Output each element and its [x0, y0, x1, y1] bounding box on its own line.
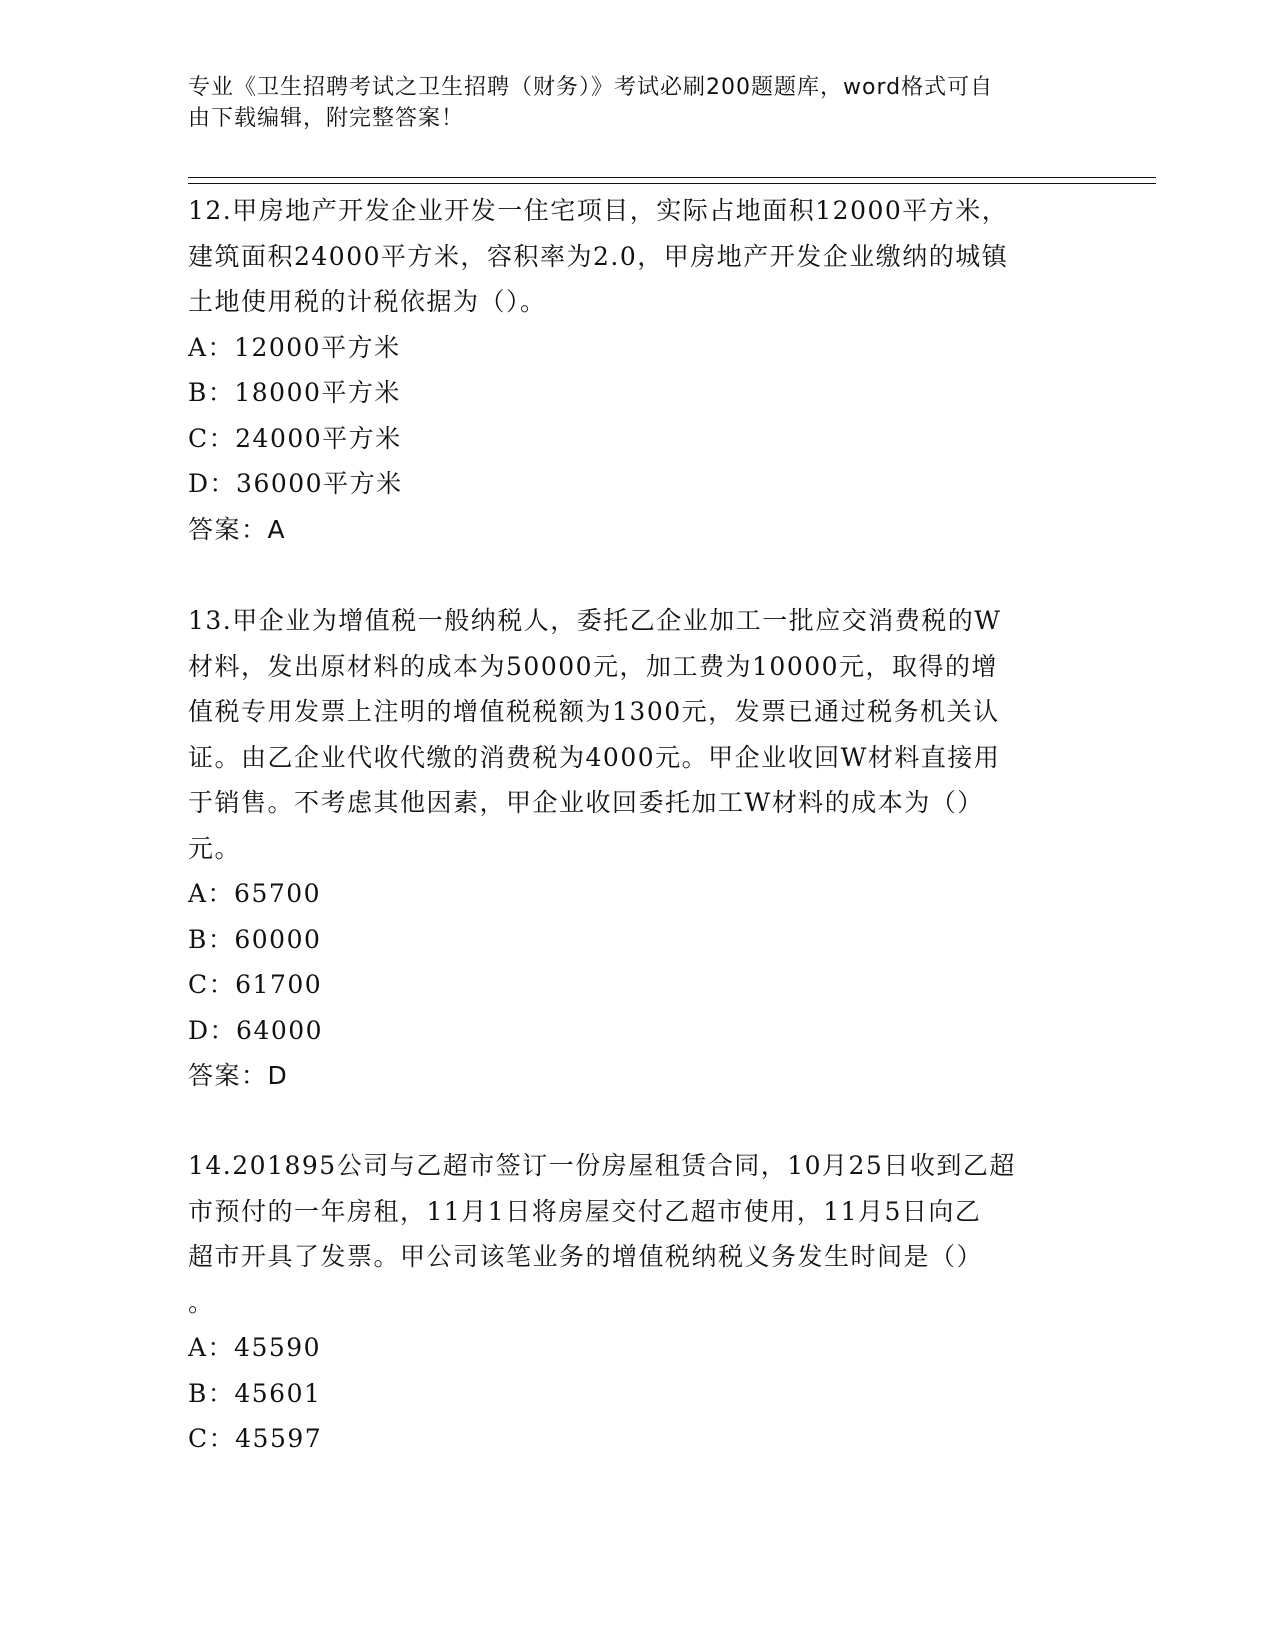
option-a: A：12000平方米	[188, 332, 401, 362]
option-c: C：24000平方米	[188, 423, 402, 453]
question-text-line: 12.甲房地产开发企业开发一住宅项目，实际占地面积12000平方米，	[188, 196, 1009, 225]
question-text-line: 值税专用发票上注明的增值税税额为1300元，发票已通过税务机关认	[188, 697, 1000, 726]
option-a: A：65700	[188, 879, 322, 908]
question-text-line: 建筑面积24000平方米，容积率为2.0，甲房地产开发企业缴纳的城镇	[188, 241, 1009, 271]
option-b: B：18000平方米	[188, 378, 401, 407]
option-b: B：45601	[188, 1378, 322, 1408]
question-12	[188, 188, 1088, 552]
option-c: C：45597	[188, 1424, 323, 1453]
question-text-line: 超市开具了发票。甲公司该笔业务的增值税纳税义务发生时间是（）	[188, 1242, 984, 1271]
option-d: D：36000平方米	[188, 469, 403, 498]
header-line-2: 由下载编辑，附完整答案！	[188, 106, 465, 131]
question-text-line: 13.甲企业为增值税一般纳税人，委托乙企业加工一批应交消费税的W	[188, 606, 1002, 635]
question-text-line: 证。由乙企业代收代缴的消费税为4000元。甲企业收回W材料直接用	[188, 742, 1001, 772]
header-divider-bottom	[188, 183, 1156, 184]
option-c: C：61700	[188, 970, 323, 999]
question-13	[188, 598, 1088, 1099]
option-a: A：45590	[188, 1333, 322, 1362]
document-header	[188, 72, 1068, 134]
question-text-line: 元。	[188, 833, 242, 863]
answer-label: 答案：D	[188, 1061, 289, 1090]
question-text-line: 市预付的一年房租，11月1日将房屋交付乙超市使用，11月5日向乙	[188, 1196, 982, 1226]
header-divider-top	[188, 177, 1156, 178]
option-d: D：64000	[188, 1015, 324, 1045]
question-text-line: 材料，发出原材料的成本为50000元，加工费为10000元，取得的增	[188, 651, 999, 681]
answer-label: 答案：A	[188, 514, 287, 544]
question-text-line: 14.201895公司与乙超市签订一份房屋租赁合同，10月25日收到乙超	[188, 1151, 1016, 1180]
header-line-1: 专业《卫生招聘考试之卫生招聘（财务）》考试必刷200题题库，word格式可自	[188, 75, 994, 100]
question-text-line: 于销售。不考虑其他因素，甲企业收回委托加工W材料的成本为（）	[188, 788, 984, 817]
question-text-line: 。	[188, 1287, 215, 1317]
question-text-line: 土地使用税的计税依据为（）。	[188, 287, 547, 316]
question-14	[188, 1143, 1088, 1462]
option-b: B：60000	[188, 924, 322, 954]
